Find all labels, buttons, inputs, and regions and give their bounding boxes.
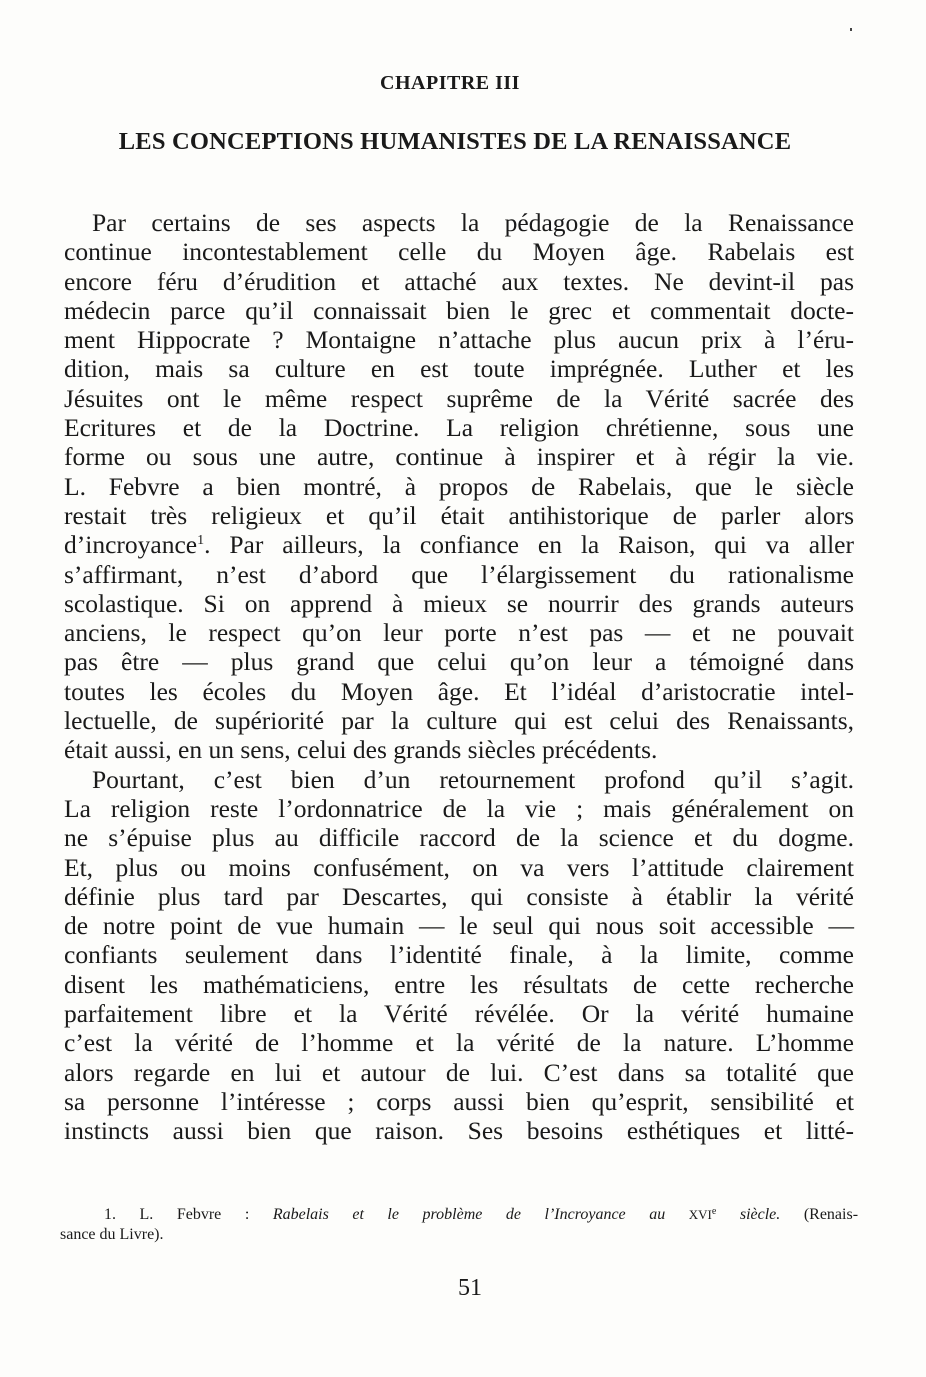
text-line: c’est la vérité de l’homme et la vérité de la nature. L’homme <box>64 1028 854 1058</box>
body-text <box>64 208 854 1146</box>
text-line: Et, plus ou moins confusément, on va vers l’attitude clairement <box>64 852 854 882</box>
footnote-line: sance du Livre). <box>60 1226 164 1243</box>
text-line: était aussi, en un sens, celui des grands siècles précédents. <box>64 735 658 765</box>
chapter-title: LES CONCEPTIONS HUMANISTES DE LA RENAISSANCE <box>118 128 792 155</box>
text-line: toutes les écoles du Moyen âge. Et l’idéal d’aristocratie intel- <box>64 676 854 706</box>
paragraph-2 <box>64 765 854 1146</box>
text-line: sa personne l’intéresse ; corps aussi bien qu’esprit, sensibilité et <box>64 1086 854 1116</box>
text-line: alors regarde en lui et autour de lui. C’est dans sa totalité que <box>64 1057 854 1087</box>
chapter-heading: CHAPITRE III <box>380 72 520 94</box>
text-line: confiants seulement dans l’identité finale, à la limite, comme <box>64 940 854 970</box>
footnote-book-title: Rabelais et le problème de l’Incroyance au <box>272 1206 666 1223</box>
page-number: 51 <box>458 1275 482 1301</box>
text-line: ne s’épuise plus au difficile raccord de la science et du dogme. <box>64 823 854 853</box>
text-line: anciens, le respect qu’on leur porte n’est pas — et ne pouvait <box>64 618 854 648</box>
footnote-prefix: 1. L. Febvre : <box>104 1206 250 1223</box>
text-line: continue incontestablement celle du Moyen âge. Rabelais est <box>64 237 854 267</box>
text-line: pas être — plus grand que celui qu’on leur a témoigné dans <box>64 647 854 677</box>
text-line: définie plus tard par Descartes, qui consiste à établir la vérité <box>64 881 854 911</box>
text-line: Ecritures et de la Doctrine. La religion chrétienne, sous une <box>64 413 854 443</box>
text-line: Jésuites ont le même respect suprême de la Vérité sacrée des <box>64 383 854 413</box>
text-line: restait très religieux et qu’il était antihistorique de parler alors <box>64 500 854 530</box>
text-line: dition, mais sa culture en est toute imprégnée. Luther et les <box>64 354 854 384</box>
footnote-marker: 1 <box>197 533 205 549</box>
footnote-line <box>104 1205 858 1225</box>
text-line: scolastique. Si on apprend à mieux se nourrir des grands auteurs <box>64 588 854 618</box>
text-line: Par certains de ses aspects la pédagogie de la Renaissance <box>92 208 854 237</box>
footnote-century-sup: e <box>711 1206 717 1217</box>
scan-speck <box>850 28 852 31</box>
text-line: s’affirmant, n’est d’abord que l’élargissement du rationalisme <box>64 559 854 589</box>
text-line: forme ou sous une autre, continue à inspirer et à régir la vie. <box>64 442 854 472</box>
text-line: La religion reste l’ordonnatrice de la vie ; mais généralement on <box>64 793 854 823</box>
text-line: Pourtant, c’est bien d’un retournement profond qu’il s’agit. <box>92 764 854 794</box>
text-line: L. Febvre a bien montré, à propos de Rabelais, que le siècle <box>64 471 854 501</box>
text-line: médecin parce qu’il connaissait bien le grec et commentait docte- <box>64 295 854 325</box>
text-fragment: d’incroyance <box>64 530 198 560</box>
text-line-with-note <box>64 530 854 559</box>
text-fragment: . Par ailleurs, la confiance en la Raison, qui va aller <box>204 530 854 560</box>
paragraph-1 <box>64 208 854 765</box>
text-line: instincts aussi bien que raison. Ses besoins esthétiques et litté- <box>64 1116 854 1146</box>
text-line: encore féru d’érudition et attaché aux textes. Ne devint-il pas <box>64 266 854 296</box>
footnote <box>60 1205 859 1245</box>
text-line: parfaitement libre et la Vérité révélée. Or la vérité humaine <box>64 999 854 1029</box>
text-line: de notre point de vue humain — le seul qui nous soit accessible — <box>64 911 854 941</box>
footnote-suffix: (Renais- <box>803 1206 859 1223</box>
text-line: disent les mathématiciens, entre les résultats de cette recherche <box>64 969 854 999</box>
footnote-century: XVI <box>688 1207 712 1222</box>
text-line: lectuelle, de supériorité par la culture qui est celui des Renaissants, <box>64 706 854 736</box>
text-line: ment Hippocrate ? Montaigne n’attache plus aucun prix à l’éru- <box>64 325 854 355</box>
footnote-title-end: siècle. <box>739 1206 781 1223</box>
